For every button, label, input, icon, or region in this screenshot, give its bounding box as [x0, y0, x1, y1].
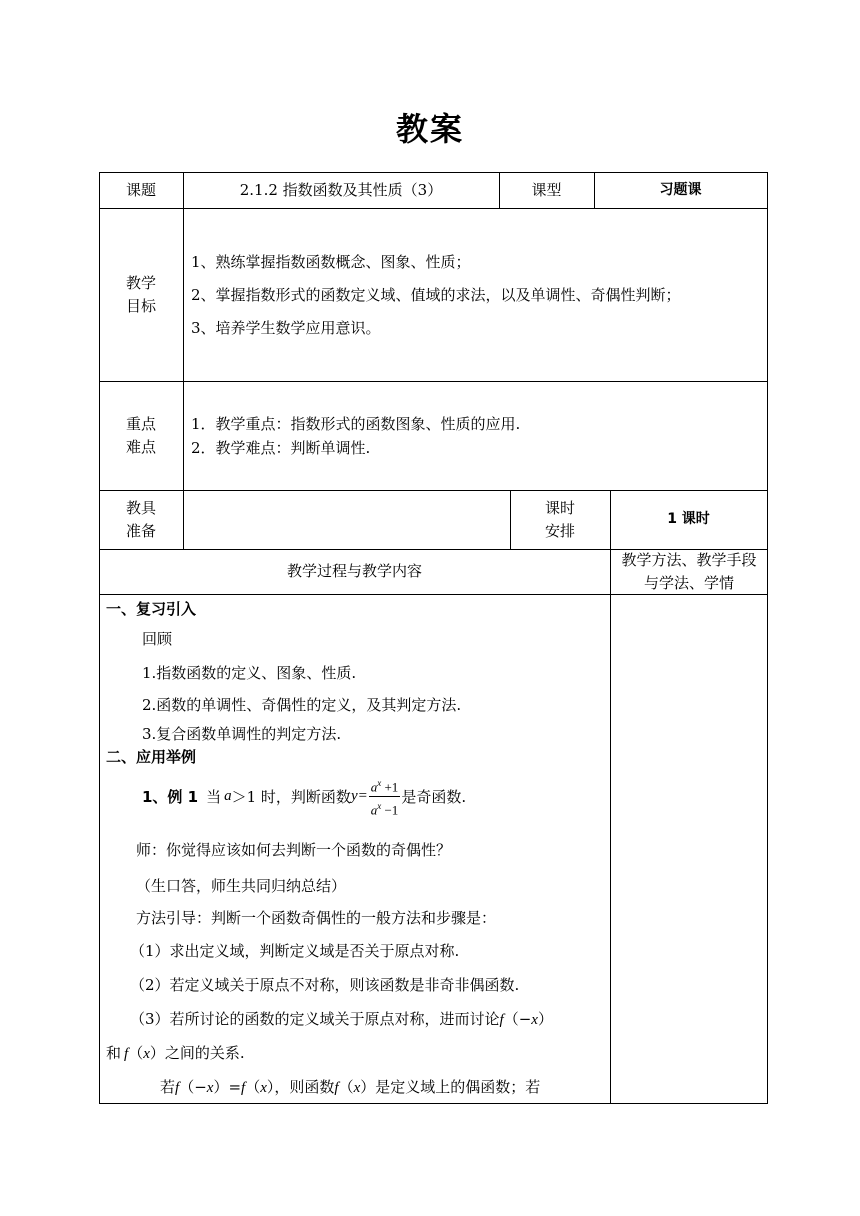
example-var-a: a — [224, 788, 232, 805]
table-line — [99, 208, 768, 209]
fraction-denominator — [369, 797, 401, 819]
step3-relation: ）之间的关系. — [149, 1044, 245, 1062]
example-y: y= — [350, 788, 368, 805]
step3-x: x — [531, 1012, 538, 1028]
review-item: 1.指数函数的定义、图象、性质. — [142, 664, 357, 682]
goals-list — [191, 251, 681, 350]
key-point-item: 2．教学难点：判断单调性. — [191, 439, 371, 457]
step3-paren-neg: （− — [503, 1010, 532, 1028]
example-label: 1、例 1 — [142, 788, 199, 807]
table-line — [610, 490, 611, 1104]
num-tail: +1 — [381, 779, 399, 795]
review-item: 2.函数的单调性、奇偶性的定义，及其判定方法. — [142, 696, 462, 714]
method-step-2: （2）若定义域关于原点不对称，则该函数是非奇非偶函数. — [130, 976, 520, 994]
even-paren-open: （ — [338, 1078, 354, 1096]
goal-item: 2、掌握指数形式的函数定义域、值域的求法，以及单调性、奇偶性判断； — [191, 286, 681, 304]
goal-item: 1、熟练掌握指数函数概念、图象、性质； — [191, 253, 471, 271]
hours-value: 1 课时 — [667, 511, 710, 527]
example-cond: ＞1 时，判断函数 — [231, 788, 351, 807]
table-line — [99, 381, 768, 382]
topic-label: 课题 — [125, 180, 156, 199]
example-post: 是奇函数. — [401, 788, 467, 807]
den-tail: −1 — [381, 802, 399, 818]
example-pre: 当 — [206, 788, 222, 807]
even-condition — [160, 1076, 540, 1097]
table-line — [99, 1103, 768, 1104]
method-step-3-cont — [106, 1042, 245, 1063]
student-response: （生口答，师生共同归纳总结） — [136, 877, 347, 895]
process-header: 教学过程与教学内容 — [286, 562, 422, 580]
step3-paren-open: （ — [128, 1044, 144, 1062]
example-fraction — [369, 774, 401, 820]
num-base: a — [370, 779, 378, 795]
step3-and: 和 — [106, 1044, 122, 1062]
tools-label: 教具 准备 — [125, 498, 156, 540]
section-review-title: 一、复习引入 — [106, 600, 197, 618]
even-then: ），则函数 — [266, 1078, 335, 1096]
review-label: 回顾 — [142, 630, 173, 648]
key-points-list — [191, 413, 520, 461]
page-title: 教案 — [395, 110, 464, 148]
even-x: x — [260, 1080, 267, 1096]
goals-label: 教学 目标 — [125, 273, 156, 315]
step3-paren-close: ） — [537, 1010, 553, 1028]
topic-value: 2.1.2 指数函数及其性质（3） — [239, 180, 443, 199]
step3-f: f — [499, 1012, 504, 1028]
even-eq: ）= — [213, 1078, 242, 1096]
even-if: 若 — [160, 1078, 176, 1096]
hours-label: 课时 安排 — [544, 498, 575, 540]
method-step-1: （1）求出定义域，判断定义域是否关于原点对称. — [130, 942, 460, 960]
even-x: x — [206, 1080, 214, 1096]
step3-text: （3）若所讨论的函数的定义域关于原点对称，进而讨论 — [130, 1010, 500, 1028]
section-examples-title: 二、应用举例 — [106, 748, 197, 766]
example-1 — [142, 774, 466, 820]
den-exp: x — [377, 801, 382, 812]
goal-item: 3、培养学生数学应用意识。 — [191, 319, 381, 337]
key-point-item: 1．教学重点：指数形式的函数图象、性质的应用. — [191, 415, 521, 433]
method-step-3 — [130, 1008, 553, 1029]
even-conclusion: ）是定义域上的偶函数；若 — [360, 1078, 541, 1096]
teacher-question: 师：你觉得应该如何去判断一个函数的奇偶性？ — [136, 841, 452, 859]
even-f: f — [175, 1080, 180, 1096]
method-intro: 方法引导：判断一个函数奇偶性的一般方法和步骤是： — [136, 909, 497, 927]
even-x: x — [353, 1080, 361, 1096]
even-paren-open: （ — [245, 1078, 261, 1096]
fraction-numerator — [369, 774, 401, 797]
type-label: 课型 — [531, 180, 562, 199]
num-exp: x — [377, 778, 382, 788]
type-value: 习题课 — [659, 181, 702, 198]
even-f: f — [334, 1080, 339, 1096]
tools-value — [183, 490, 510, 549]
den-base: a — [370, 802, 378, 818]
step3-f: f — [124, 1046, 129, 1062]
even-paren-neg: （− — [179, 1078, 207, 1096]
even-f: f — [241, 1080, 246, 1096]
table-line — [767, 172, 768, 1104]
review-item: 3.复合函数单调性的判定方法. — [142, 725, 342, 743]
method-header: 教学方法、教学手段与学法、学情 — [621, 550, 757, 592]
step3-x: x — [143, 1046, 150, 1062]
key-label: 重点 难点 — [125, 414, 156, 456]
